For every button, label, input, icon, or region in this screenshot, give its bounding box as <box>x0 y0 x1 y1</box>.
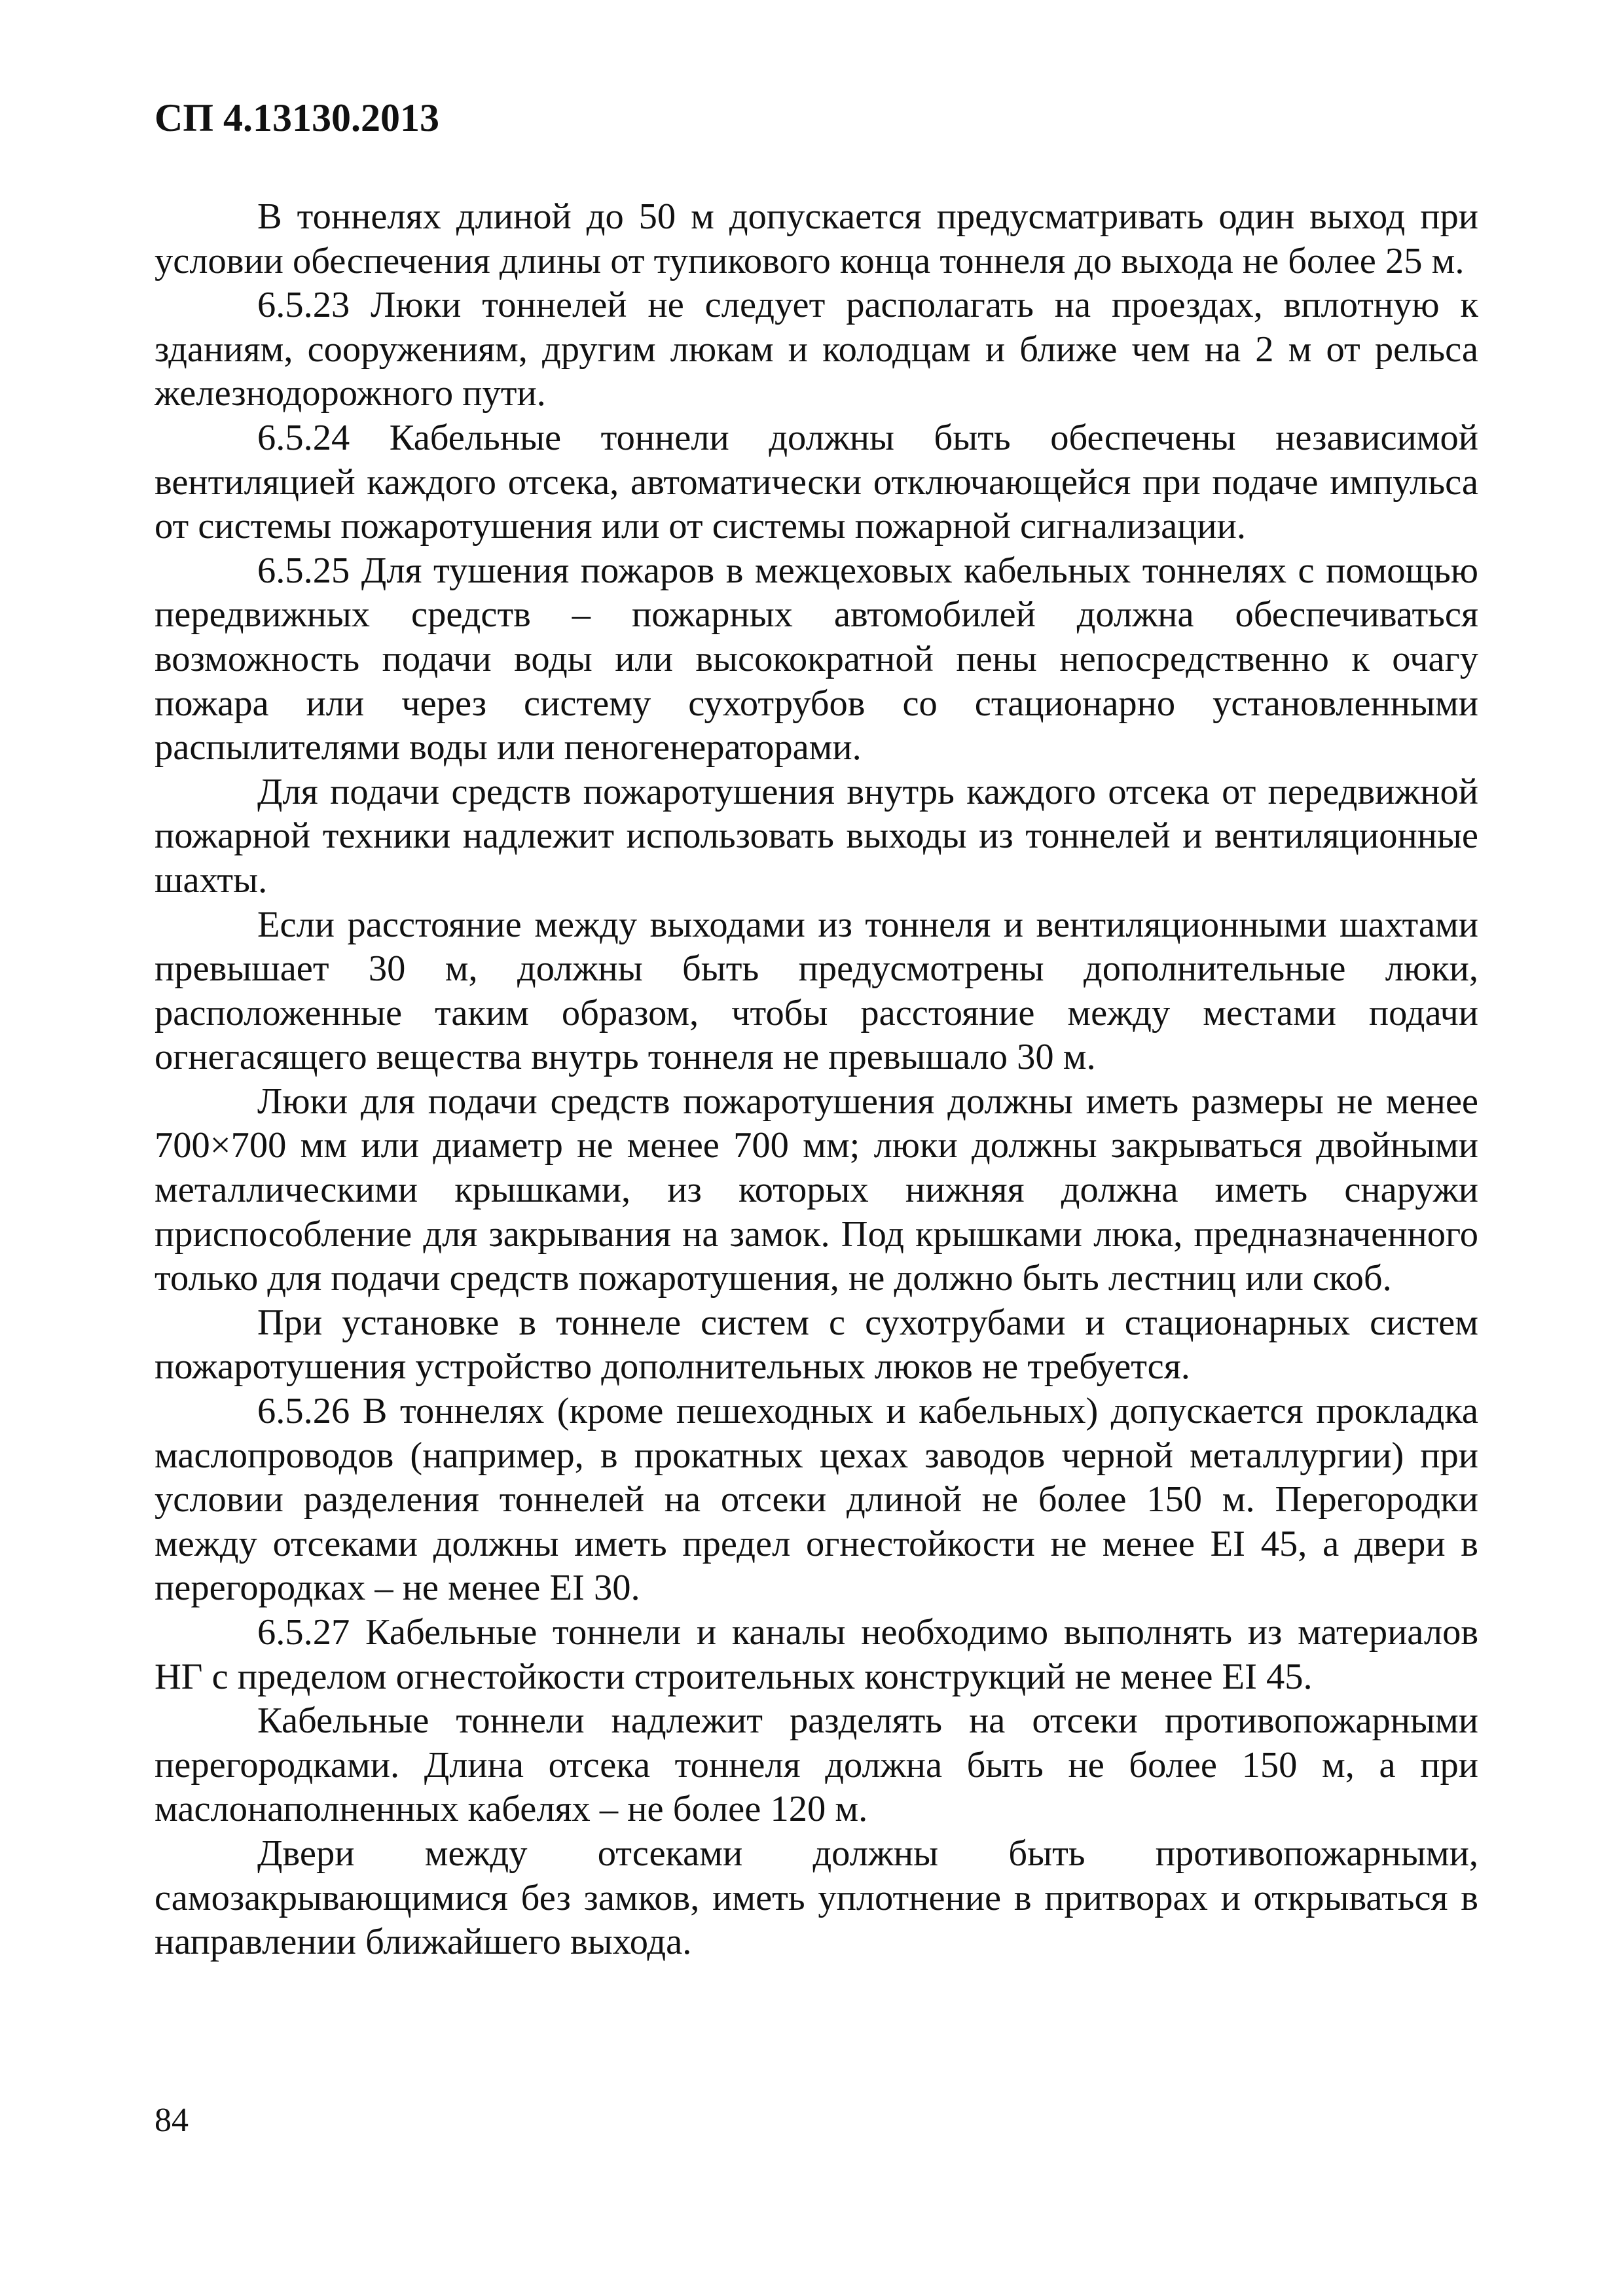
paragraph-6-5-27: 6.5.27 Кабельные тоннели и каналы необходимо выполнять из материалов НГ с пределом огнестойкости строительных конструкций не менее EI 45. <box>155 1612 1478 1697</box>
paragraph-6-5-23: 6.5.23 Люки тоннелей не следует располагать на проездах, вплотную к зданиям, сооружениям, другим люкам и колодцам и ближе чем на 2 м от рельса железнодорожного пути. <box>155 285 1478 414</box>
paragraph-hatch-dimensions: Люки для подачи средств пожаротушения должны иметь размеры не менее 700×700 мм или диаметр не менее 700 мм; люки должны закрываться двойными металлическими крышками, из которых нижняя должна иметь снаружи приспособление для закрывания на замок. Под крышками люка, предназначенного только для подачи средств пожаротушения, не должно быть лестниц или скоб. <box>155 1081 1478 1299</box>
paragraph-additional-hatches: Если расстояние между выходами из тоннеля и вентиляционными шахтами превышает 30 м, должны быть предусмотрены дополнительные люки, расположенные таким образом, чтобы расстояние между местами подачи огнегасящего вещества внутрь тоннеля не превышало 30 м. <box>155 904 1478 1078</box>
paragraph-compartment-doors: Двери между отсеками должны быть противопожарными, самозакрывающимися без замков, иметь уплотнение в притворах и открываться в направлении ближайшего выхода. <box>155 1833 1478 1963</box>
paragraph-6-5-24: 6.5.24 Кабельные тоннели должны быть обеспечены независимой вентиляцией каждого отсека, автоматически отключающейся при подаче импульса от системы пожаротушения или от системы пожарной сигнализации. <box>155 417 1478 547</box>
paragraph-6-5-26: 6.5.26 В тоннелях (кроме пешеходных и кабельных) допускается прокладка маслопроводов (например, в прокатных цехах заводов черной металлургии) при условии разделения тоннелей на отсеки длиной не более 150 м. Перегородки между отсеками должны иметь предел огнестойкости не менее EI 45, а двери в перегородках – не менее EI 30. <box>155 1391 1478 1609</box>
body-text <box>155 195 1478 1965</box>
paragraph-extinguishing-supply: Для подачи средств пожаротушения внутрь каждого отсека от передвижной пожарной техники надлежит использовать выходы из тоннелей и вентиляционные шахты. <box>155 771 1478 901</box>
paragraph-tunnel-single-exit: В тоннелях длиной до 50 м допускается предусматривать один выход при условии обеспечения длины от тупикового конца тоннеля до выхода не более 25 м. <box>155 196 1478 281</box>
document-code-header: СП 4.13130.2013 <box>155 96 439 139</box>
page-number: 84 <box>155 2102 189 2139</box>
paragraph-6-5-25: 6.5.25 Для тушения пожаров в межцеховых кабельных тоннелях с помощью передвижных средств – пожарных автомобилей должна обеспечиваться возможность подачи воды или высокократной пены непосредственно к очагу пожара или через систему сухотрубов со стационарно установленными распылителями воды или пеногенераторами. <box>155 550 1478 768</box>
paragraph-compartment-partitions: Кабельные тоннели надлежит разделять на отсеки противопожарными перегородками. Длина отсека тоннеля должна быть не более 150 м, а при маслонаполненных кабелях – не более 120 м. <box>155 1700 1478 1830</box>
paragraph-dry-pipe-systems: При установке в тоннеле систем с сухотрубами и стационарных систем пожаротушения устройство дополнительных люков не требуется. <box>155 1302 1478 1388</box>
